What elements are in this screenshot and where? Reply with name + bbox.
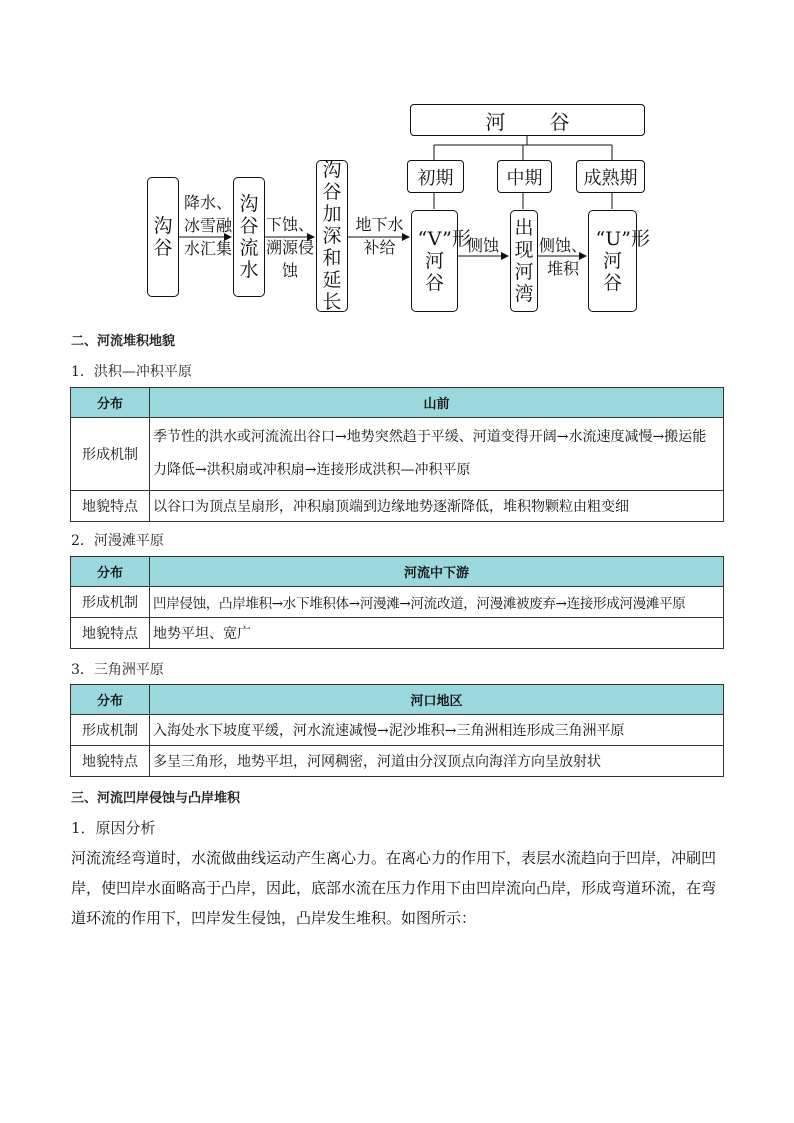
row-label: 形成机制 xyxy=(71,587,150,618)
row-label: 形成机制 xyxy=(71,418,150,491)
arrow-label-precip: 降水、冰雪融水汇集 xyxy=(183,193,232,258)
box-label: 沟谷流水 xyxy=(239,193,259,281)
table-row xyxy=(71,587,724,618)
row-value: 入海处水下坡度平缓，河水流速减慢→泥沙堆积→三角洲相连形成三角洲平原 xyxy=(150,715,724,746)
stage-label: 初期 xyxy=(417,167,454,189)
box-label: 沟谷 xyxy=(153,215,173,259)
header-cell: 山前 xyxy=(150,388,724,418)
box-label: 沟谷加深和延长 xyxy=(322,159,342,313)
table-row xyxy=(71,418,724,491)
row-value: 多呈三角形，地势平坦，河网稠密，河道由分汊顶点向海洋方向呈放射状 xyxy=(150,746,724,777)
arrow-label-erosion: 下蚀、溯源侵蚀 xyxy=(266,215,315,280)
floodplain-table xyxy=(70,556,724,649)
cause-analysis-paragraph: 河流流经弯道时，水流做曲线运动产生离心力。在离心力的作用下，表层水流趋向于凹岸，冲刷凹岸，使凹岸水面略高于凸岸，因此，底部水流在压力作用下由凹岸流向凸岸，形成弯道环流，在弯道环流的作用下，凹岸发生侵蚀，凸岸发生堆积。如图所示： xyxy=(71,849,717,927)
row-label: 形成机制 xyxy=(71,715,150,746)
row-value: 地势平坦、宽广 xyxy=(150,618,724,649)
box-u-valley xyxy=(588,210,650,312)
stage-box-middle xyxy=(497,160,552,193)
table-row xyxy=(71,715,724,746)
sub1-title: 1．洪积—冲积平原 xyxy=(71,364,192,380)
stage-box-early xyxy=(407,160,464,193)
box-deepen-extend xyxy=(316,160,348,312)
river-valley-flow-diagram xyxy=(0,0,794,320)
table-header-row xyxy=(71,557,724,587)
row-value: 以谷口为顶点呈扇形，冲积扇顶端到边缘地势逐渐降低，堆积物颗粒由粗变细 xyxy=(150,491,724,522)
box-label: 出现河湾 xyxy=(514,217,534,305)
arrow-label-lateral-deposit: 侧蚀、堆积 xyxy=(539,236,588,278)
stage-label: 成熟期 xyxy=(583,167,638,189)
delta-plain-table xyxy=(70,684,724,777)
box-label: “U”形河谷 xyxy=(595,228,650,294)
box-v-valley xyxy=(411,210,471,312)
header-cell: 河口地区 xyxy=(150,685,724,715)
diagram-connectors xyxy=(0,0,794,320)
top-title-box xyxy=(410,104,645,136)
header-cell: 分布 xyxy=(71,388,150,418)
table-header-row xyxy=(71,685,724,715)
row-value: 季节性的洪水或河流流出谷口→地势突然趋于平缓、河道变得开阔→水流速度减慢→搬运能力降低→洪积扇或冲积扇→连接形成洪积—冲积平原 xyxy=(150,418,724,491)
section3-sub1-title: 1．原因分析 xyxy=(71,819,156,837)
sub3-title: 3．三角洲平原 xyxy=(71,662,164,678)
top-title-text: 河谷 xyxy=(485,109,614,134)
header-cell: 分布 xyxy=(71,557,150,587)
sub2-title: 2．河漫滩平原 xyxy=(71,533,164,549)
row-label: 地貌特点 xyxy=(71,618,150,649)
stage-label: 中期 xyxy=(506,167,543,189)
stage-box-mature xyxy=(576,160,645,193)
table-row xyxy=(71,618,724,649)
row-value: 凹岸侵蚀，凸岸堆积→水下堆积体→河漫滩→河流改道，河漫滩被废弃→连接形成河漫滩平原 xyxy=(150,587,724,618)
header-cell: 分布 xyxy=(71,685,150,715)
header-cell: 河流中下游 xyxy=(150,557,724,587)
arrow-label-groundwater: 地下水补给 xyxy=(355,215,404,257)
box-meander xyxy=(510,210,538,312)
box-gully xyxy=(147,177,179,297)
table-header-row xyxy=(71,388,724,418)
arrow-label-lateral: 侧蚀 xyxy=(466,236,499,255)
row-label: 地貌特点 xyxy=(71,491,150,522)
table-row xyxy=(71,491,724,522)
table-row xyxy=(71,746,724,777)
box-gully-water xyxy=(233,177,265,297)
box-label: “V”形河谷 xyxy=(417,228,471,294)
alluvial-plain-table xyxy=(70,387,724,522)
section2-title: 二、河流堆积地貌 xyxy=(71,334,176,349)
row-label: 地貌特点 xyxy=(71,746,150,777)
section3-title: 三、河流凹岸侵蚀与凸岸堆积 xyxy=(71,791,241,806)
